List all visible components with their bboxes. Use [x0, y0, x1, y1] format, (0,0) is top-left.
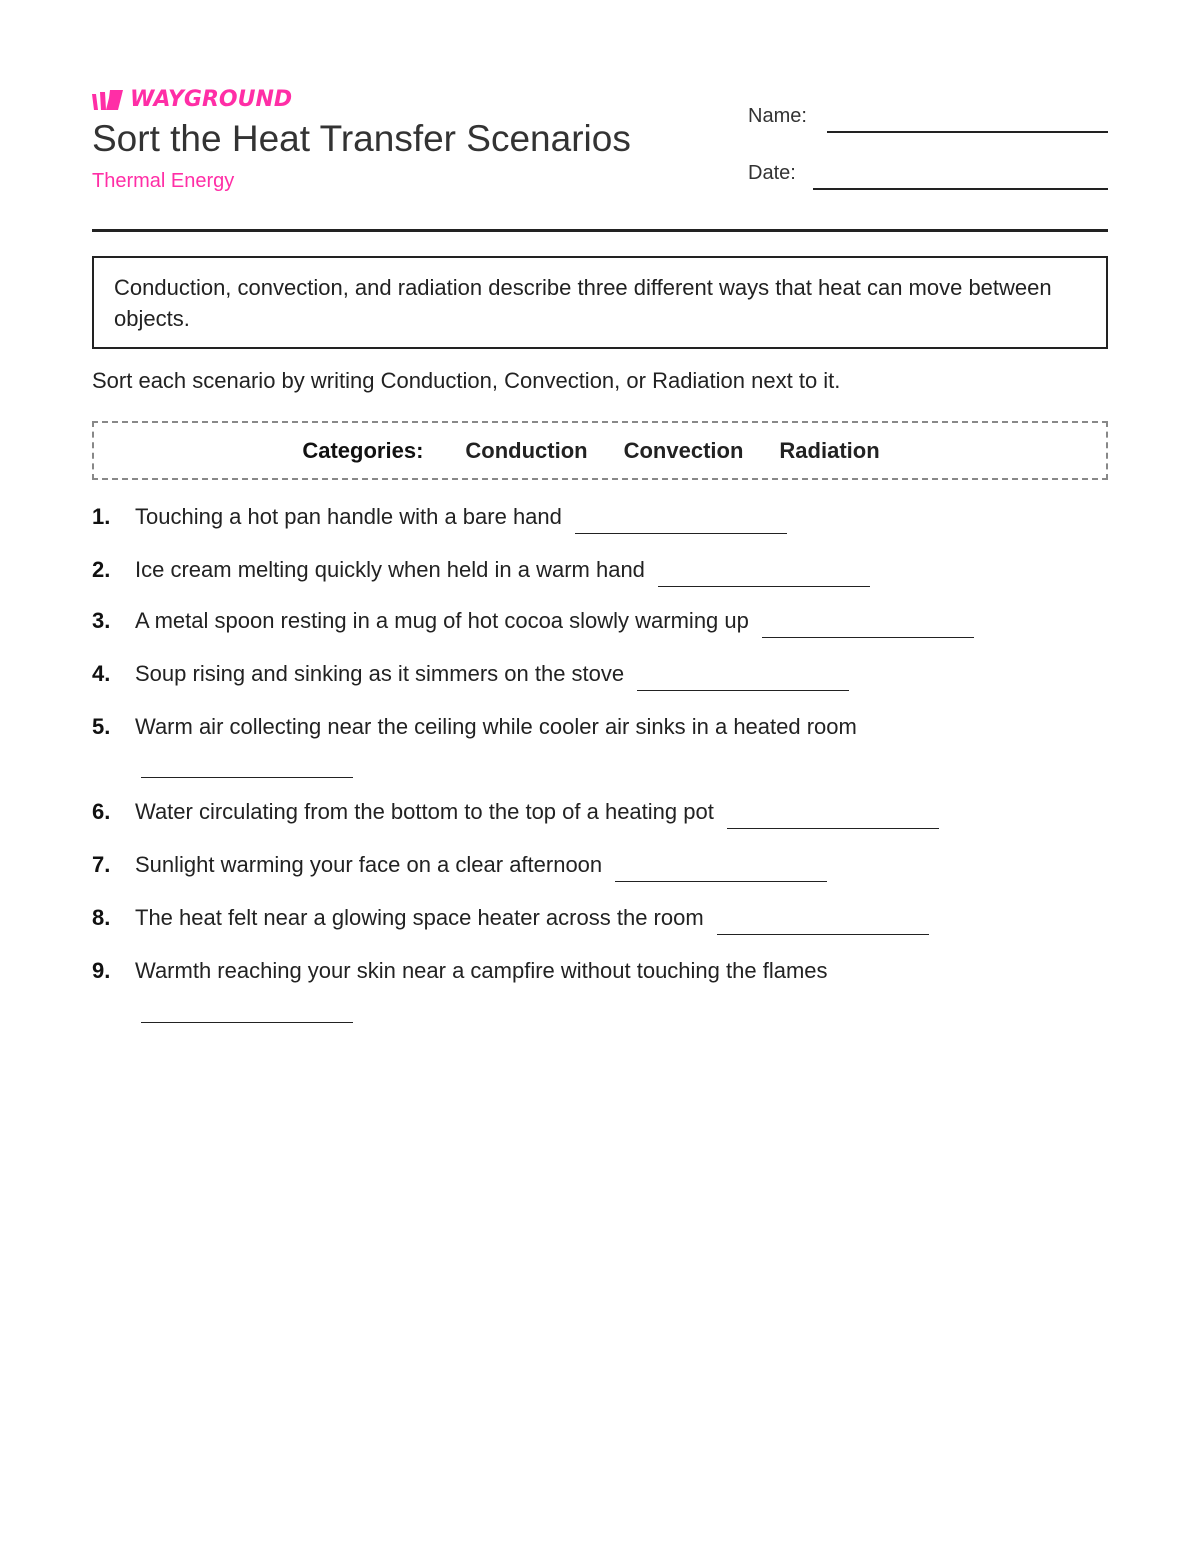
answer-blank[interactable] [727, 827, 939, 829]
question-number: 4. [92, 661, 111, 686]
logo-wordmark: WAYGROUND [130, 87, 293, 112]
answer-blank[interactable] [762, 636, 974, 638]
intro-text: Conduction, convection, and radiation describe three different ways that heat can move between objects. [114, 275, 1052, 331]
question-4 [92, 661, 849, 687]
question-number: 2. [92, 557, 111, 582]
instructions: Sort each scenario by writing Conduction, Convection, or Radiation next to it. [92, 368, 841, 393]
header-divider [92, 229, 1108, 232]
question-text: The heat felt near a glowing space heater across the room [135, 905, 704, 930]
question-text: Sunlight warming your face on a clear afternoon [135, 852, 603, 877]
question-text: A metal spoon resting in a mug of hot cocoa slowly warming up [135, 608, 749, 633]
answer-blank[interactable] [658, 585, 870, 587]
wayground-logo-icon [92, 88, 124, 112]
question-8 [92, 905, 929, 931]
question-1 [92, 504, 787, 530]
answer-blank[interactable] [615, 880, 827, 882]
question-5 [92, 714, 857, 740]
name-label: Name: [748, 105, 807, 127]
question-number: 5. [92, 714, 111, 739]
question-7 [92, 852, 827, 878]
category-radiation: Radiation [779, 437, 880, 463]
question-number: 3. [92, 608, 111, 633]
question-2 [92, 557, 870, 583]
question-number: 7. [92, 852, 111, 877]
question-number: 9. [92, 958, 111, 983]
intro-box [92, 256, 1108, 349]
question-3 [92, 608, 974, 634]
date-field[interactable] [813, 188, 1108, 190]
date-label: Date: [748, 162, 796, 184]
name-field[interactable] [827, 131, 1108, 133]
question-text: Touching a hot pan handle with a bare hand [135, 504, 562, 529]
category-convection: Convection [623, 437, 744, 463]
answer-blank[interactable] [717, 933, 929, 935]
question-text: Water circulating from the bottom to the top of a heating pot [135, 799, 714, 824]
categories-box [92, 421, 1108, 480]
page-subtitle: Thermal Energy [92, 170, 235, 192]
page-title: Sort the Heat Transfer Scenarios [92, 118, 631, 159]
category-conduction: Conduction [465, 437, 588, 463]
answer-blank[interactable] [141, 777, 353, 778]
question-6 [92, 799, 939, 825]
question-text: Soup rising and sinking as it simmers on the stove [135, 661, 625, 686]
question-9 [92, 958, 828, 984]
answer-blank[interactable] [637, 689, 849, 691]
question-text: Ice cream melting quickly when held in a warm hand [135, 557, 645, 582]
categories-heading: Categories: [302, 437, 424, 463]
answer-blank[interactable] [575, 532, 787, 534]
question-text: Warm air collecting near the ceiling while cooler air sinks in a heated room [135, 714, 857, 739]
question-text: Warmth reaching your skin near a campfire without touching the flames [135, 958, 828, 983]
wayground-logo [92, 86, 292, 114]
question-number: 8. [92, 905, 111, 930]
question-number: 6. [92, 799, 111, 824]
question-number: 1. [92, 504, 111, 529]
answer-blank[interactable] [141, 1022, 353, 1023]
